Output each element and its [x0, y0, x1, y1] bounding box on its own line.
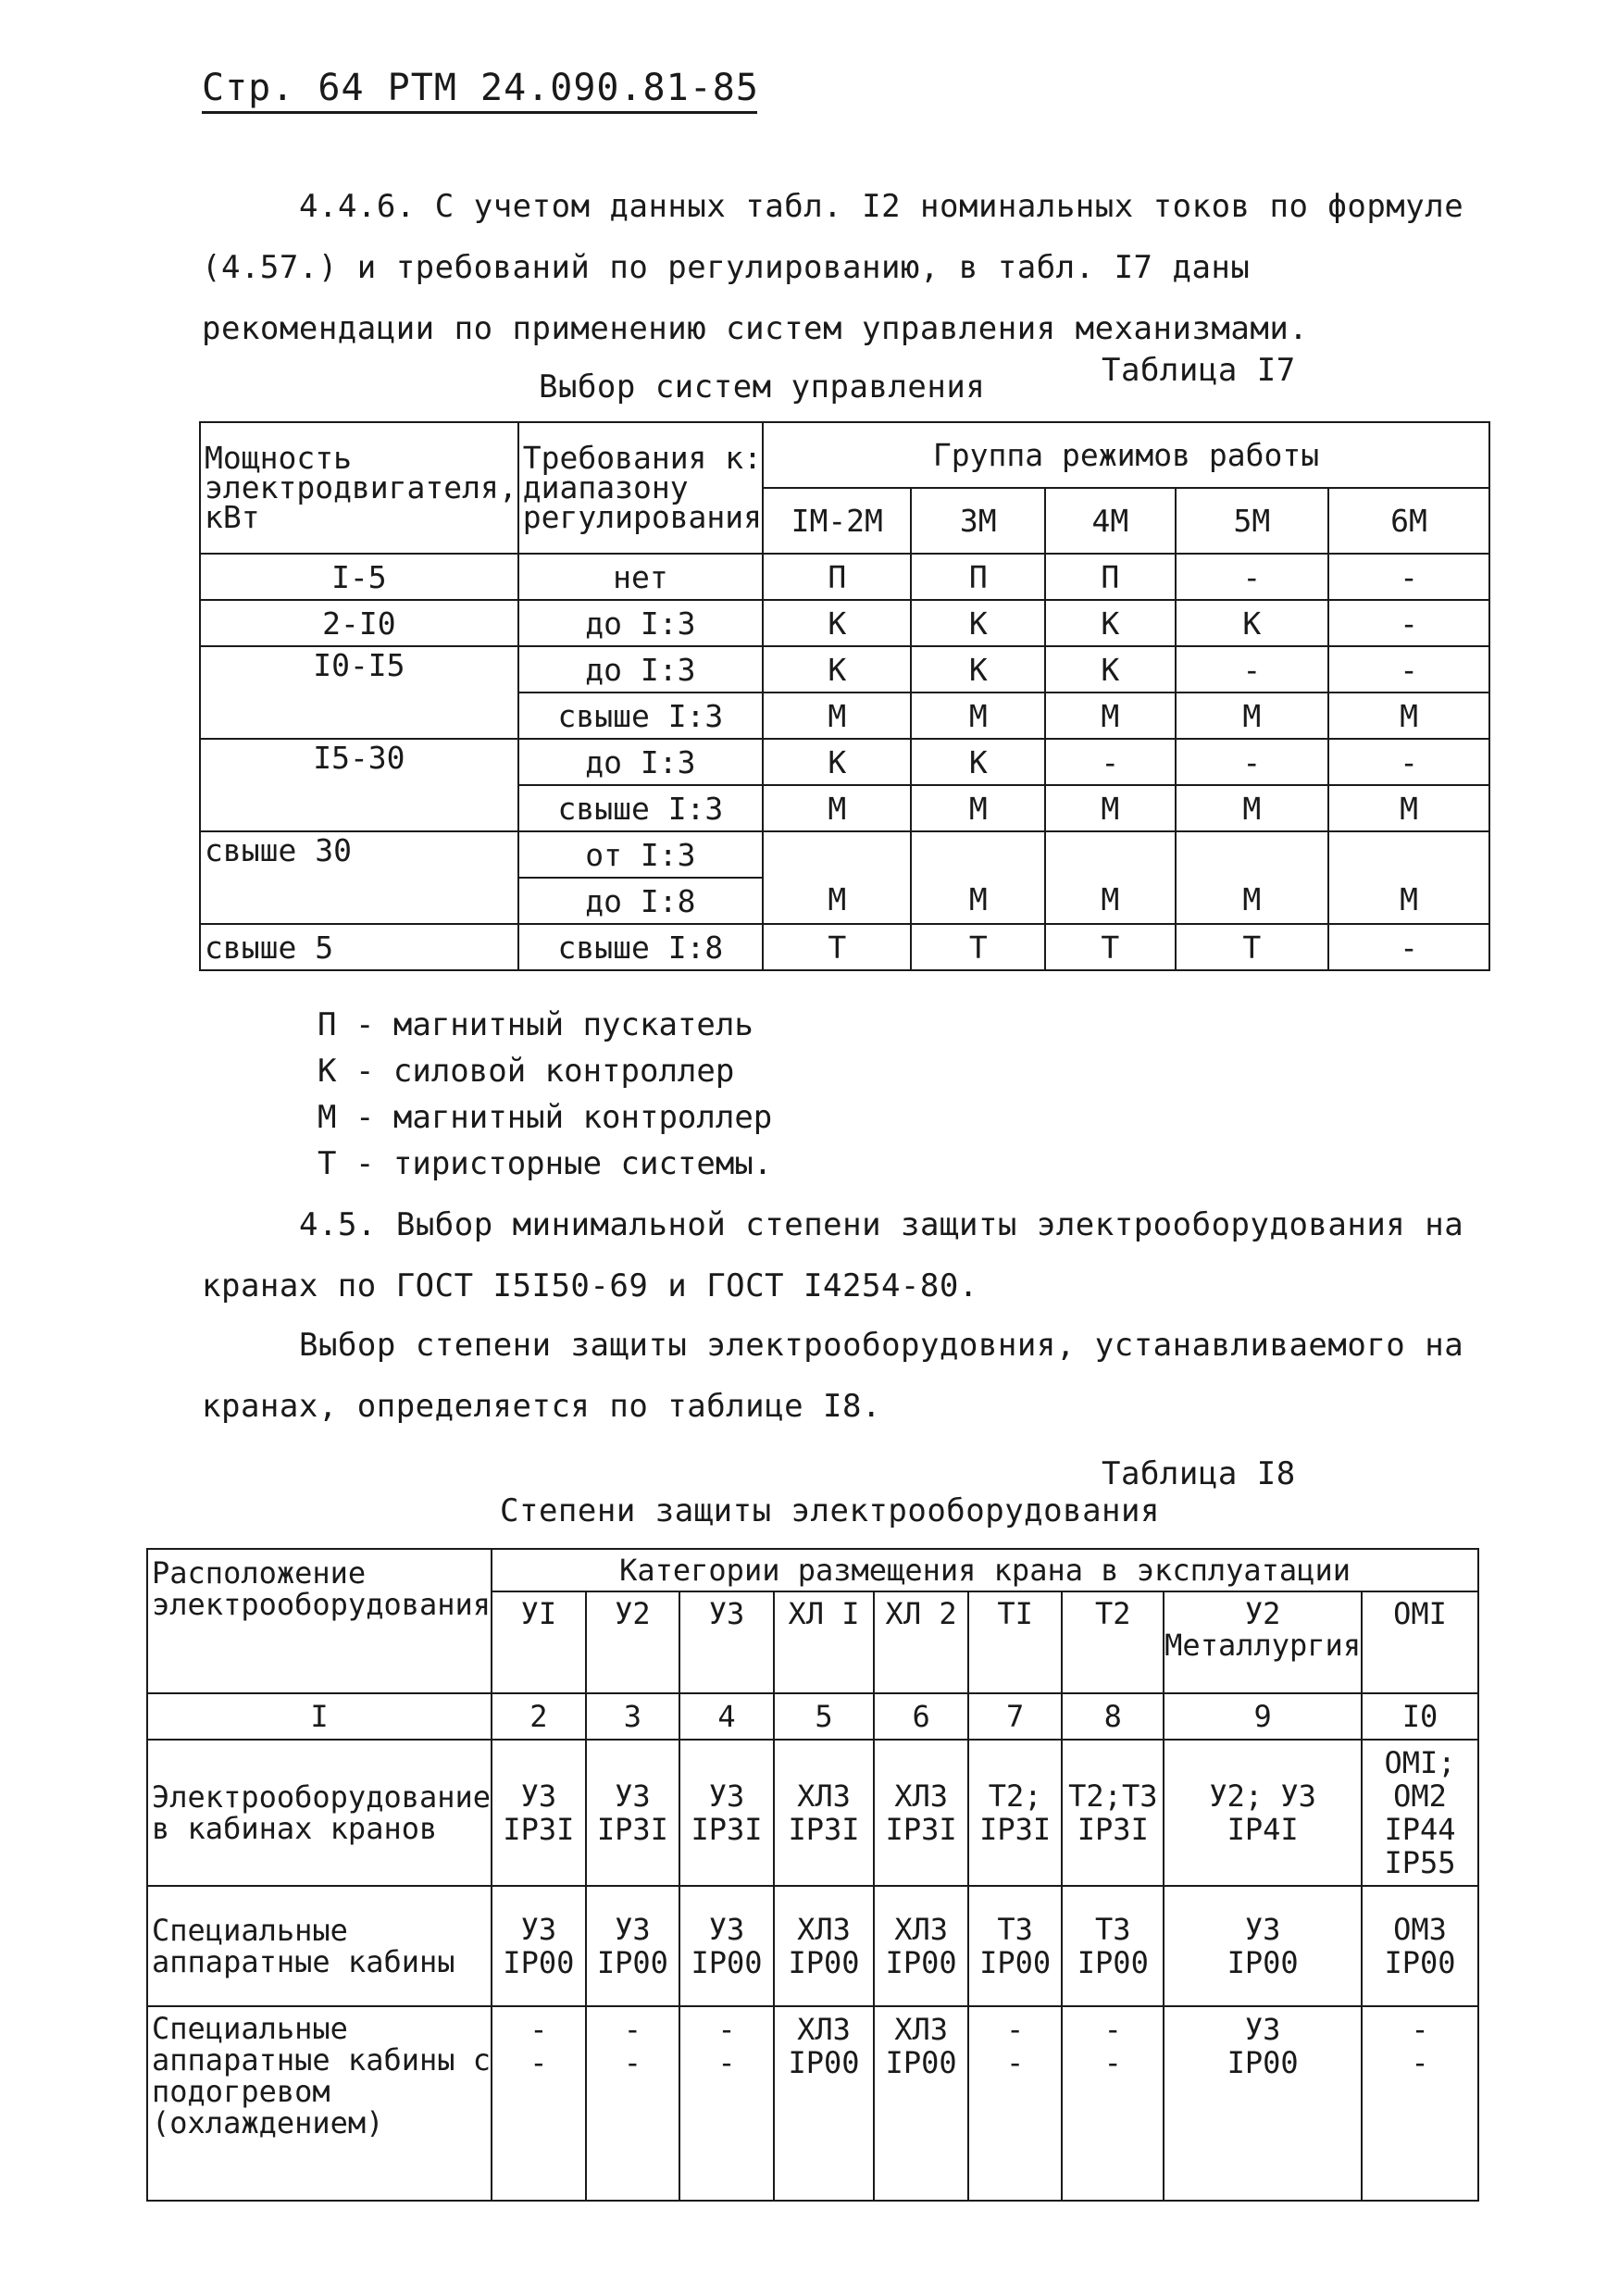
value-cell: М [911, 831, 1045, 924]
page-header: Стр. 64 РТМ 24.090.81-85 [202, 67, 759, 109]
paragraph-4-4-6 [202, 176, 1479, 359]
paragraph-text: 4.4.6. С учетом данных табл. I2 номинальных токов по формуле (4.57.) и требований по регулированию, в табл. I7 даны рекомендации по применению систем управления механизмами. [202, 188, 1464, 347]
value-cell: К [763, 600, 911, 646]
table-18 [146, 1548, 1479, 2202]
cell-top: Т3 [997, 1912, 1033, 1947]
value-cell: П [1045, 554, 1175, 600]
req-cell: свыше I:8 [518, 924, 763, 970]
protection-cell [586, 1740, 680, 1886]
table-row [147, 2006, 1478, 2201]
value-cell: - [1328, 554, 1489, 600]
cell-bottom: IP00 [788, 2045, 860, 2080]
column-number: 4 [679, 1693, 774, 1740]
req-cell: от I:3 [518, 831, 763, 878]
group-header: Группа режимов работы [763, 422, 1489, 488]
cell-top: ОМI; ОМ2 [1384, 1745, 1456, 1814]
value-cell: М [911, 785, 1045, 831]
value-cell: М [911, 693, 1045, 739]
protection-cell [1164, 1740, 1362, 1886]
value-cell: - [1045, 739, 1175, 785]
table17-label: Таблица I7 [1102, 352, 1296, 389]
value-cell: - [1176, 646, 1329, 693]
value-cell: М [1176, 693, 1329, 739]
cell-bottom: IP3I [596, 1812, 668, 1847]
power-cell: свыше 30 [200, 831, 518, 924]
protection-cell [679, 2006, 774, 2201]
protection-cell [874, 1740, 968, 1886]
mode-header: 5M [1176, 488, 1329, 554]
mode-header: 3M [911, 488, 1045, 554]
cell-top: У2; У3 [1209, 1778, 1316, 1814]
cell-top: У3 [708, 1912, 745, 1947]
protection-cell [774, 1886, 875, 2006]
cell-top: Т3 [1095, 1912, 1131, 1947]
legend-item: К - силовой контроллер [318, 1053, 735, 1090]
column-numbers-row [147, 1693, 1478, 1740]
cell-bottom: - [1006, 2045, 1025, 2080]
cell-top: ХЛ3 [797, 1912, 851, 1947]
req-cell: до I:3 [518, 739, 763, 785]
req-cell: свыше I:3 [518, 693, 763, 739]
col-location-header: Расположение электрооборудования [147, 1549, 492, 1693]
cell-bottom: IP44 IP55 [1384, 1812, 1456, 1880]
legend [318, 1002, 772, 1187]
value-cell: Т [1176, 924, 1329, 970]
value-cell: - [1176, 554, 1329, 600]
cell-top: - [529, 2012, 548, 2047]
value-cell: - [1328, 924, 1489, 970]
cell-bottom: IP00 [1077, 1945, 1149, 1980]
req-cell: свыше I:3 [518, 785, 763, 831]
cell-bottom: IP3I [788, 1812, 860, 1847]
category-header: У2 Металлургия [1164, 1591, 1362, 1693]
req-cell: нет [518, 554, 763, 600]
category-header: У3 [679, 1591, 774, 1693]
cell-bottom: IP3I [503, 1812, 575, 1847]
category-header: ОМI [1362, 1591, 1478, 1693]
cell-bottom: - [529, 2045, 548, 2080]
cell-top: ХЛ3 [894, 2012, 948, 2047]
cell-top: ХЛ3 [894, 1778, 948, 1814]
cell-bottom: IP00 [1384, 1945, 1456, 1980]
paragraph-text: 4.5. Выбор минимальной степени защиты электрооборудования на кранах по ГОСТ I5I50-69 и ГОСТ I4254-80. [202, 1206, 1464, 1304]
cell-bottom: IP3I [691, 1812, 763, 1847]
cell-bottom: - [717, 2045, 736, 2080]
table-row [200, 554, 1489, 600]
value-cell: П [763, 554, 911, 600]
cell-top: ХЛ3 [894, 1912, 948, 1947]
table17-title: Выбор систем управления [539, 368, 986, 406]
cell-top: Т2;Т3 [1068, 1778, 1158, 1814]
cell-bottom: IP00 [596, 1945, 668, 1980]
protection-cell [968, 1886, 1063, 2006]
table18-title: Степени защиты электрооборудования [500, 1492, 1160, 1529]
cell-top: - [1103, 2012, 1122, 2047]
value-cell: К [911, 739, 1045, 785]
category-header: ТI [968, 1591, 1063, 1693]
protection-cell [774, 1740, 875, 1886]
value-cell: М [1045, 785, 1175, 831]
cell-bottom: IP00 [979, 1945, 1052, 1980]
legend-item: М - магнитный контроллер [318, 1099, 773, 1136]
cell-top: У3 [708, 1778, 745, 1814]
req-cell: до I:3 [518, 600, 763, 646]
cell-bottom: IP00 [885, 2045, 957, 2080]
cell-bottom: IP00 [885, 1945, 957, 1980]
cell-bottom: IP3I [979, 1812, 1052, 1847]
protection-cell [774, 2006, 875, 2201]
paragraph-text: Выбор степени защиты электрооборудовния, устанавливаемого на кранах, определяется по таблице I8. [202, 1327, 1464, 1425]
value-cell: М [1045, 693, 1175, 739]
column-number: 3 [586, 1693, 680, 1740]
protection-cell [1062, 1740, 1164, 1886]
paragraph-4-5 [202, 1194, 1479, 1316]
power-cell: I0-I5 [200, 646, 518, 739]
req-cell: до I:8 [518, 878, 763, 924]
column-number: I [147, 1693, 492, 1740]
protection-cell [1362, 2006, 1478, 2201]
value-cell: М [1328, 831, 1489, 924]
protection-cell [679, 1886, 774, 2006]
col-req-header: Требования к: диапазону регулирования [518, 422, 763, 554]
value-cell: К [763, 739, 911, 785]
protection-cell [1362, 1740, 1478, 1886]
value-cell: - [1328, 600, 1489, 646]
value-cell: - [1328, 739, 1489, 785]
cell-bottom: - [1411, 2045, 1429, 2080]
value-cell: К [911, 600, 1045, 646]
cell-bottom: IP3I [885, 1812, 957, 1847]
table-row [147, 1740, 1478, 1886]
protection-cell [492, 1886, 586, 2006]
mode-header: IM-2M [763, 488, 911, 554]
cell-bottom: IP3I [1077, 1812, 1149, 1847]
protection-cell [586, 1886, 680, 2006]
value-cell: - [1176, 739, 1329, 785]
group-header: Категории размещения крана в эксплуатации [492, 1549, 1478, 1591]
cell-top: - [717, 2012, 736, 2047]
cell-top: У3 [615, 1778, 651, 1814]
location-cell: Электрооборудование в кабинах кранов [147, 1740, 492, 1886]
column-number: 2 [492, 1693, 586, 1740]
power-cell: I-5 [200, 554, 518, 600]
cell-bottom: IP4I [1227, 1812, 1299, 1847]
protection-cell [492, 2006, 586, 2201]
cell-bottom: IP00 [1227, 1945, 1299, 1980]
protection-cell [492, 1740, 586, 1886]
protection-cell [874, 1886, 968, 2006]
value-cell: М [763, 693, 911, 739]
protection-cell [1164, 1886, 1362, 2006]
category-header: ХЛ 2 [874, 1591, 968, 1693]
cell-top: ОМ3 [1393, 1912, 1447, 1947]
location-cell: Специальные аппаратные кабины [147, 1886, 492, 2006]
protection-cell [679, 1740, 774, 1886]
cell-bottom: IP00 [1227, 2045, 1299, 2080]
cell-bottom: IP00 [788, 1945, 860, 1980]
column-number: 5 [774, 1693, 875, 1740]
cell-bottom: - [1103, 2045, 1122, 2080]
value-cell: К [1176, 600, 1329, 646]
power-cell: 2-I0 [200, 600, 518, 646]
paragraph-choice [202, 1315, 1479, 1437]
value-cell: М [763, 785, 911, 831]
value-cell: К [911, 646, 1045, 693]
column-number: 6 [874, 1693, 968, 1740]
category-header: ХЛ I [774, 1591, 875, 1693]
table-row [147, 1886, 1478, 2006]
cell-top: У3 [615, 1912, 651, 1947]
category-header: Т2 [1062, 1591, 1164, 1693]
cell-top: - [1411, 2012, 1429, 2047]
protection-cell [1062, 1886, 1164, 2006]
col-power-header: Мощность электродвигателя, кВт [200, 422, 518, 554]
mode-header: 6M [1328, 488, 1489, 554]
column-number: 9 [1164, 1693, 1362, 1740]
protection-cell [1164, 2006, 1362, 2201]
protection-cell [968, 2006, 1063, 2201]
protection-cell [874, 2006, 968, 2201]
table-row [200, 924, 1489, 970]
value-cell: М [1328, 693, 1489, 739]
cell-top: У3 [1244, 1912, 1281, 1947]
table-row [200, 739, 1489, 785]
location-cell: Специальные аппаратные кабины с подогревом (охлаждением) [147, 2006, 492, 2201]
power-cell: I5-30 [200, 739, 518, 831]
cell-bottom: IP00 [503, 1945, 575, 1980]
value-cell: К [1045, 600, 1175, 646]
value-cell: Т [1045, 924, 1175, 970]
column-number: 8 [1062, 1693, 1164, 1740]
value-cell: М [1176, 831, 1329, 924]
protection-cell [1362, 1886, 1478, 2006]
value-cell: К [1045, 646, 1175, 693]
cell-top: ХЛ3 [797, 1778, 851, 1814]
table-row [200, 831, 1489, 878]
value-cell: М [1176, 785, 1329, 831]
table18-label: Таблица I8 [1102, 1455, 1296, 1492]
table-row [200, 646, 1489, 693]
table-row [200, 600, 1489, 646]
protection-cell [1062, 2006, 1164, 2201]
value-cell: Т [763, 924, 911, 970]
protection-cell [586, 2006, 680, 2201]
cell-top: У3 [1244, 2012, 1281, 2047]
cell-top: ХЛ3 [797, 2012, 851, 2047]
cell-top: У3 [520, 1912, 557, 1947]
cell-bottom: - [623, 2045, 642, 2080]
cell-top: - [1006, 2012, 1025, 2047]
power-cell: свыше 5 [200, 924, 518, 970]
value-cell: М [763, 831, 911, 924]
mode-header: 4M [1045, 488, 1175, 554]
category-header: УI [492, 1591, 586, 1693]
legend-item: П - магнитный пускатель [318, 1006, 753, 1043]
header-rule [202, 111, 757, 114]
table-17 [199, 421, 1490, 971]
protection-cell [968, 1740, 1063, 1886]
legend-item: Т - тиристорные системы. [318, 1145, 773, 1182]
value-cell: Т [911, 924, 1045, 970]
cell-bottom: IP00 [691, 1945, 763, 1980]
value-cell: К [763, 646, 911, 693]
column-number: 7 [968, 1693, 1063, 1740]
value-cell: П [911, 554, 1045, 600]
value-cell: М [1328, 785, 1489, 831]
category-header: У2 [586, 1591, 680, 1693]
cell-top: У3 [520, 1778, 557, 1814]
cell-top: Т2; [988, 1778, 1042, 1814]
value-cell: - [1328, 646, 1489, 693]
value-cell: М [1045, 831, 1175, 924]
column-number: I0 [1362, 1693, 1478, 1740]
req-cell: до I:3 [518, 646, 763, 693]
cell-top: - [623, 2012, 642, 2047]
